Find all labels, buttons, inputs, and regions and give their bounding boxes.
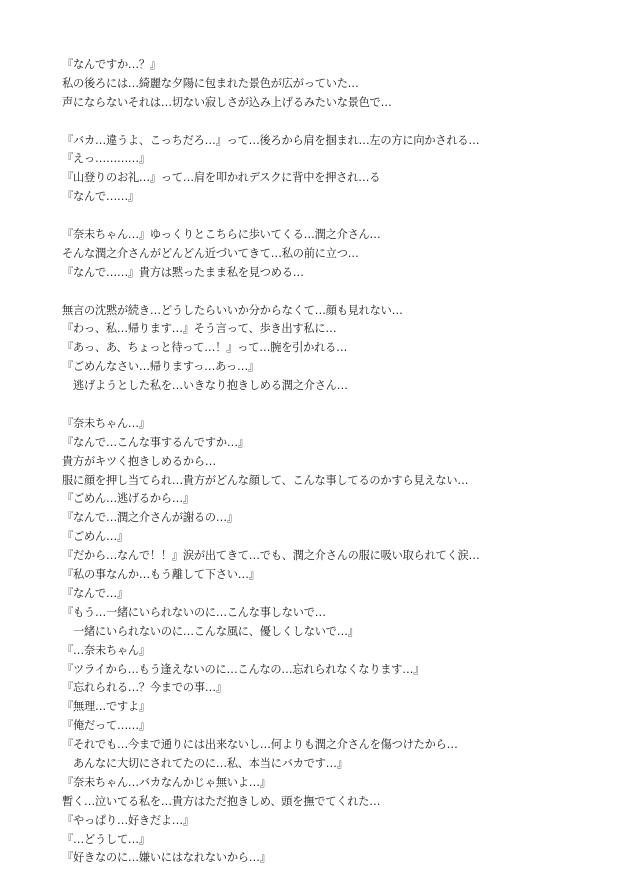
text-line: 『わっ、私…帰ります…』そう言って、歩き出す私に…	[62, 322, 337, 336]
text-line: 逃げようとした私を…いきなり抱きしめる潤之介さん…	[62, 379, 348, 393]
text-line: 『なんですか…？』	[62, 58, 161, 71]
paragraph-break	[62, 396, 622, 415]
text-line: 私の後ろには…綺麗な夕陽に包まれた景色が広がっていた…	[62, 76, 359, 90]
text-line: 暫く…泣いてる私を…貴方はただ抱きしめ、頭を撫でてくれた…	[62, 794, 381, 808]
text-line: あんなに大切にされてたのに…私、本当にバカです…』	[62, 756, 348, 770]
text-line: 無言の沈黙が続き…どうしたらいいか分からなくて…顔も見れない…	[62, 303, 403, 317]
text-line: 『なんで……』	[62, 190, 139, 204]
text-line: 『もう…一緒にいられないのに…こんな事しないで…	[62, 605, 326, 619]
text-line: 『山登りのお礼…』って…肩を叩かれデスクに背中を押され…る	[62, 171, 381, 185]
text-line: 『ごめん…』	[62, 530, 128, 544]
text-line: 『ごめん…逃げるから…』	[62, 492, 194, 506]
text-line: 一緒にいられないのに…こんな風に、優しくしないで…』	[62, 624, 359, 638]
text-line: 『ツライから…もう逢えないのに…こんなの…忘れられなくなります…』	[62, 662, 425, 676]
text-line: 『ごめんなさい…帰りますっ…あっ…』	[62, 360, 259, 374]
text-line: 『なんで…こんな事するんですか…』	[62, 435, 249, 449]
text-line: 声にならないそれは…切ない寂しさが込み上げるみたいな景色で…	[62, 95, 392, 109]
text-line: 『なんで…潤之介さんが謝るの…』	[62, 511, 238, 525]
text-line: 『だから…なんで！！』涙が出てきて…でも、潤之介さんの服に吸い取られてく涙…	[62, 549, 480, 563]
text-line: 『やっぱり…好きだよ…』	[62, 813, 194, 827]
text-line: 『奈未ちゃん…バカなんかじゃ無いよ…』	[62, 775, 271, 789]
text-line: 『それでも…今まで通りには出来ないし…何よりも潤之介さんを傷つけたから…	[62, 738, 458, 752]
text-line: 『バカ…違うよ、こっちだろ…』って…後ろから肩を掴まれ…左の方に向かされる…	[62, 133, 480, 147]
paragraph-break	[62, 113, 622, 132]
text-line: 『奈未ちゃん…』	[62, 416, 150, 430]
text-line: 『…どうして…』	[62, 832, 150, 846]
text-line: 『無理…ですよ』	[62, 700, 150, 714]
text-line: 服に顔を押し当てられ…貴方がどんな顔して、こんな事してるのかすら見えない…	[62, 473, 469, 487]
text-line: そんな潤之介さんがどんどん近づいてきて…私の前に立つ…	[62, 246, 359, 260]
text-line: 『奈未ちゃん…』ゆっくりとこちらに歩いてくる…潤之介さん…	[62, 228, 381, 242]
text-line: 『えっ…………』	[62, 152, 150, 166]
text-line: 『なんで……』貴方は黙ったまま私を見つめる…	[62, 265, 304, 279]
text-line: 『なんで…』	[62, 586, 128, 600]
paragraph-break	[62, 207, 622, 226]
text-line: 『俺だって……』	[62, 719, 150, 733]
paragraph-break	[62, 283, 622, 302]
text-line: 『あっ、あ、ちょっと待って…！』って…腕を引かれる…	[62, 341, 348, 355]
text-line: 『好きなのに…嫌いにはなれないから…』	[62, 851, 271, 865]
text-line: 『…奈未ちゃん』	[62, 643, 150, 657]
text-line: 貴方がキツく抱きしめるから…	[62, 454, 216, 468]
story-text	[62, 56, 622, 868]
text-line: 『私の事なんか…もう離して下さい…』	[62, 568, 260, 582]
text-line: 『忘れられる…？今までの事…』	[62, 681, 227, 695]
